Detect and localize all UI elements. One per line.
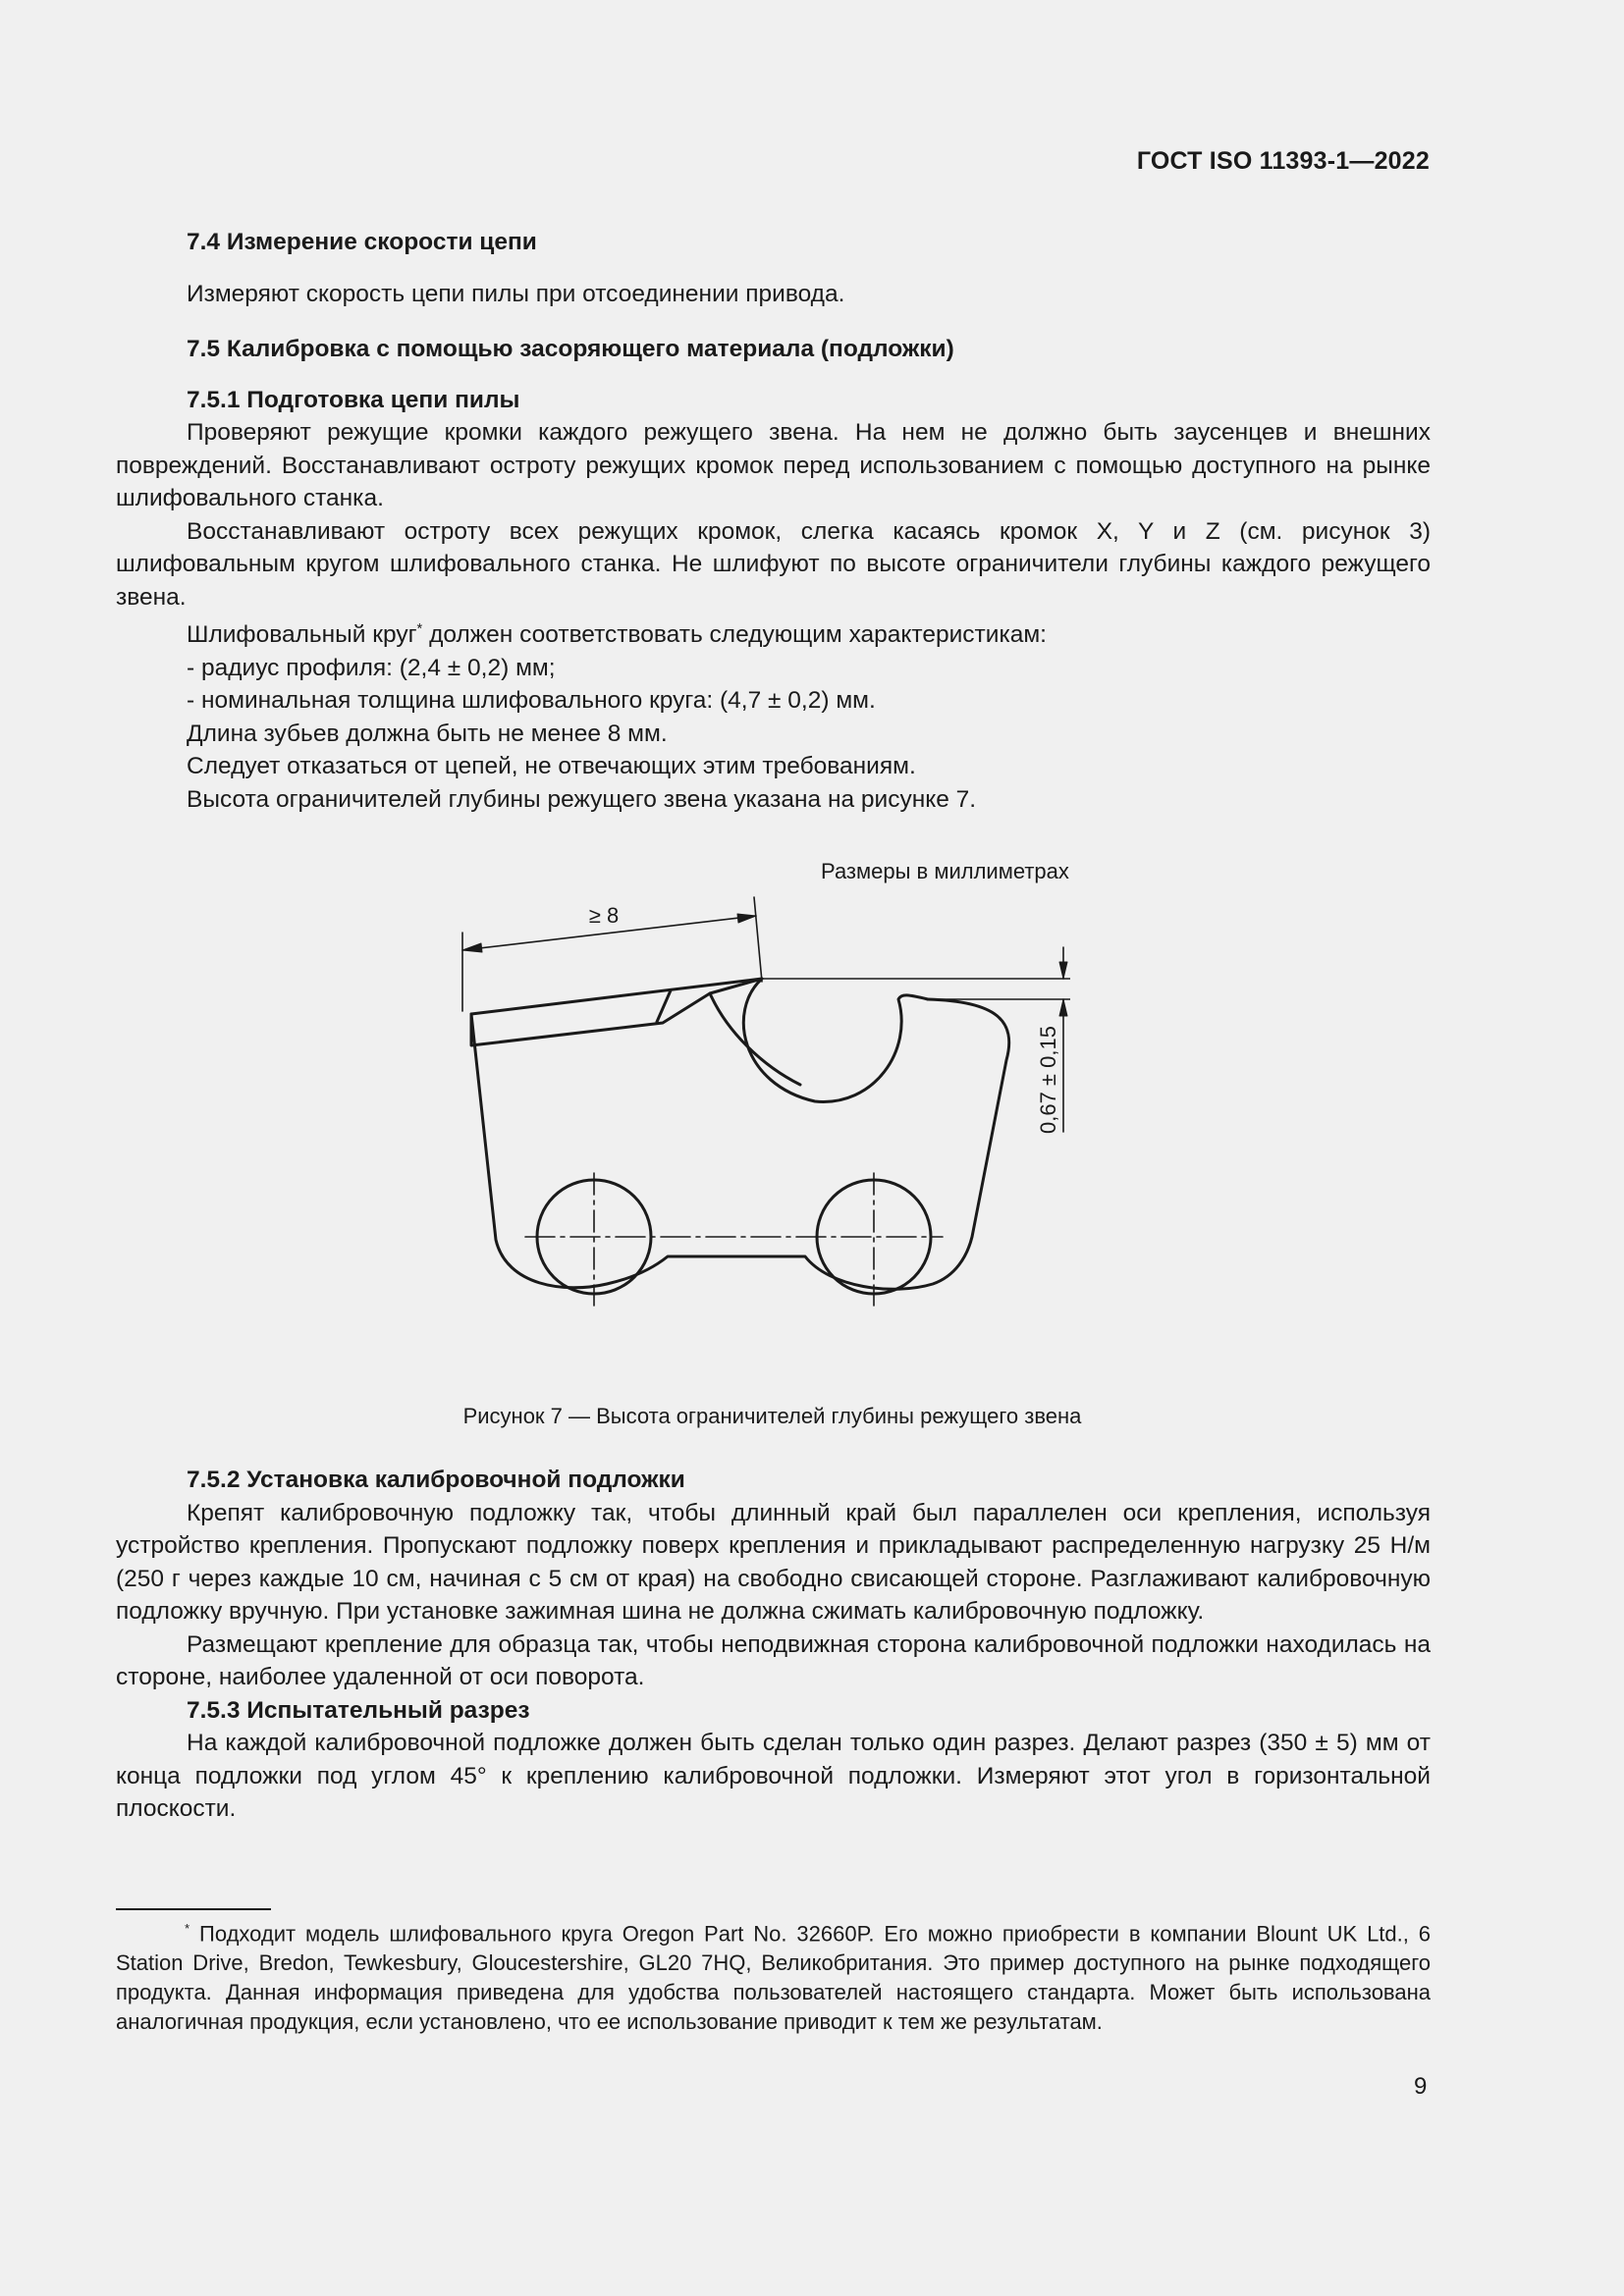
- figure-caption: Рисунок 7 — Высота ограничителей глубины режущего звена: [462, 1404, 1082, 1428]
- link-outline: [471, 999, 1009, 1289]
- page-number: 9: [1414, 2073, 1428, 2100]
- heading-7-5-3: 7.5.3 Испытательный разрез: [187, 1696, 530, 1724]
- paragraph-reject-chains: Следует отказаться от цепей, не отвечающих этим требованиям.: [187, 753, 916, 780]
- paragraph-7-4: Измеряют скорость цепи пилы при отсоединении привода.: [187, 280, 845, 307]
- footnote-text: Подходит модель шлифовального круга Oregon Part No. 32660P. Его можно приобрести в компании Blount UK Ltd., 6 Station Drive, Bredon, Tewkesbury, Gloucestershire, GL20 7HQ, Великобритания. Это пример доступного на рынке подходящего продукта. Данная информация приведена для удобства пользователей настоящего стандарта. Может быть использована аналогичная продукция, если установлено, что ее использование приводит к тем же результатам.: [116, 1921, 1431, 2035]
- length-arrow-left: [462, 943, 482, 952]
- heading-7-5-2: 7.5.2 Установка калибровочной подложки: [187, 1467, 685, 1493]
- paragraph-7-5-1-b: Восстанавливают остроту всех режущих кромок, слегка касаясь кромок X, Y и Z (см. рисунок 3) шлифовальным кругом шлифовального станка. Не шлифуют по высоте ограничители глубины каждого режущего звена.: [116, 517, 1431, 611]
- footnote: [116, 1914, 1431, 2037]
- cutter-edge-line: [657, 990, 671, 1022]
- paragraph-7-5-3: На каждой калибровочной подложке должен быть сделан только один разрез. Делают разрез (350 ± 5) мм от конца подложки под углом 45° к креплению калибровочной подложки. Измеряют этот угол в горизонтальной плоскости.: [116, 1730, 1431, 1822]
- grinding-wheel-text-rest: должен соответствовать следующим характеристикам:: [422, 621, 1047, 649]
- paragraph-7-5-2-b: Размещают крепление для образца так, чтобы неподвижная сторона калибровочной подложки находилась на стороне, наиболее удаленной от оси поворота.: [116, 1630, 1431, 1690]
- grinding-wheel-text: Шлифовальный круг: [187, 621, 417, 649]
- paragraph-tooth-length: Длина зубьев должна быть не менее 8 мм.: [187, 720, 668, 747]
- footnote-mark: *: [185, 1921, 190, 1936]
- figure-units-note: Размеры в миллиметрах: [821, 859, 1069, 883]
- heading-7-5: 7.5 Калибровка с помощью засоряющего материала (подложки): [187, 336, 954, 362]
- paragraph-7-5-1-a: Проверяют режущие кромки каждого режущего звена. На нем не должно быть заусенцев и внешних повреждений. Восстанавливают остроту режущих кромок перед использованием с помощью доступного на рынке шлифовального станка.: [116, 419, 1431, 511]
- footnote-reference: *: [416, 621, 423, 637]
- height-arrow-bottom: [1059, 999, 1067, 1016]
- length-extension-line-right: [754, 897, 762, 982]
- length-dimension-label: ≥ 8: [588, 903, 620, 928]
- standard-designation: ГОСТ ISO 11393-1—2022: [1136, 147, 1430, 175]
- upper-text-block: [116, 226, 1431, 816]
- lower-text-block: [116, 1464, 1431, 1826]
- footnote-separator: [116, 1908, 271, 1910]
- length-arrow-right: [737, 914, 756, 923]
- cutting-link-drawing: [432, 883, 1070, 1355]
- list-item-thickness: - номинальная толщина шлифовального круга: (4,7 ± 0,2) мм.: [187, 687, 876, 715]
- cutter-chamfer-curve: [710, 993, 800, 1085]
- height-dimension-label: 0,67 ± 0,15: [1036, 1026, 1060, 1134]
- gullet-curve: [743, 979, 928, 1101]
- paragraph-7-5-1-c: [116, 614, 1431, 652]
- paragraph-7-5-2-a: Крепят калибровочную подложку так, чтобы длинный край был параллелен оси крепления, используя устройство крепления. Пропускают подложку поверх крепления и прикладывают распределенную нагрузку 25 Н/м (250 г через каждые 10 см, начиная с 5 см от края) на свободно свисающей стороне. Разглаживают калибровочную подложку вручную. При установке зажимная шина не должна сжимать калибровочную подложку.: [116, 1499, 1431, 1625]
- heading-7-5-1: 7.5.1 Подготовка цепи пилы: [187, 386, 520, 413]
- list-item-radius: - радиус профиля: (2,4 ± 0,2) мм;: [187, 654, 556, 681]
- paragraph-depth-gauge-ref: Высота ограничителей глубины режущего звена указана на рисунке 7.: [187, 785, 977, 813]
- heading-7-4: 7.4 Измерение скорости цепи: [187, 229, 537, 255]
- height-arrow-top: [1059, 962, 1067, 979]
